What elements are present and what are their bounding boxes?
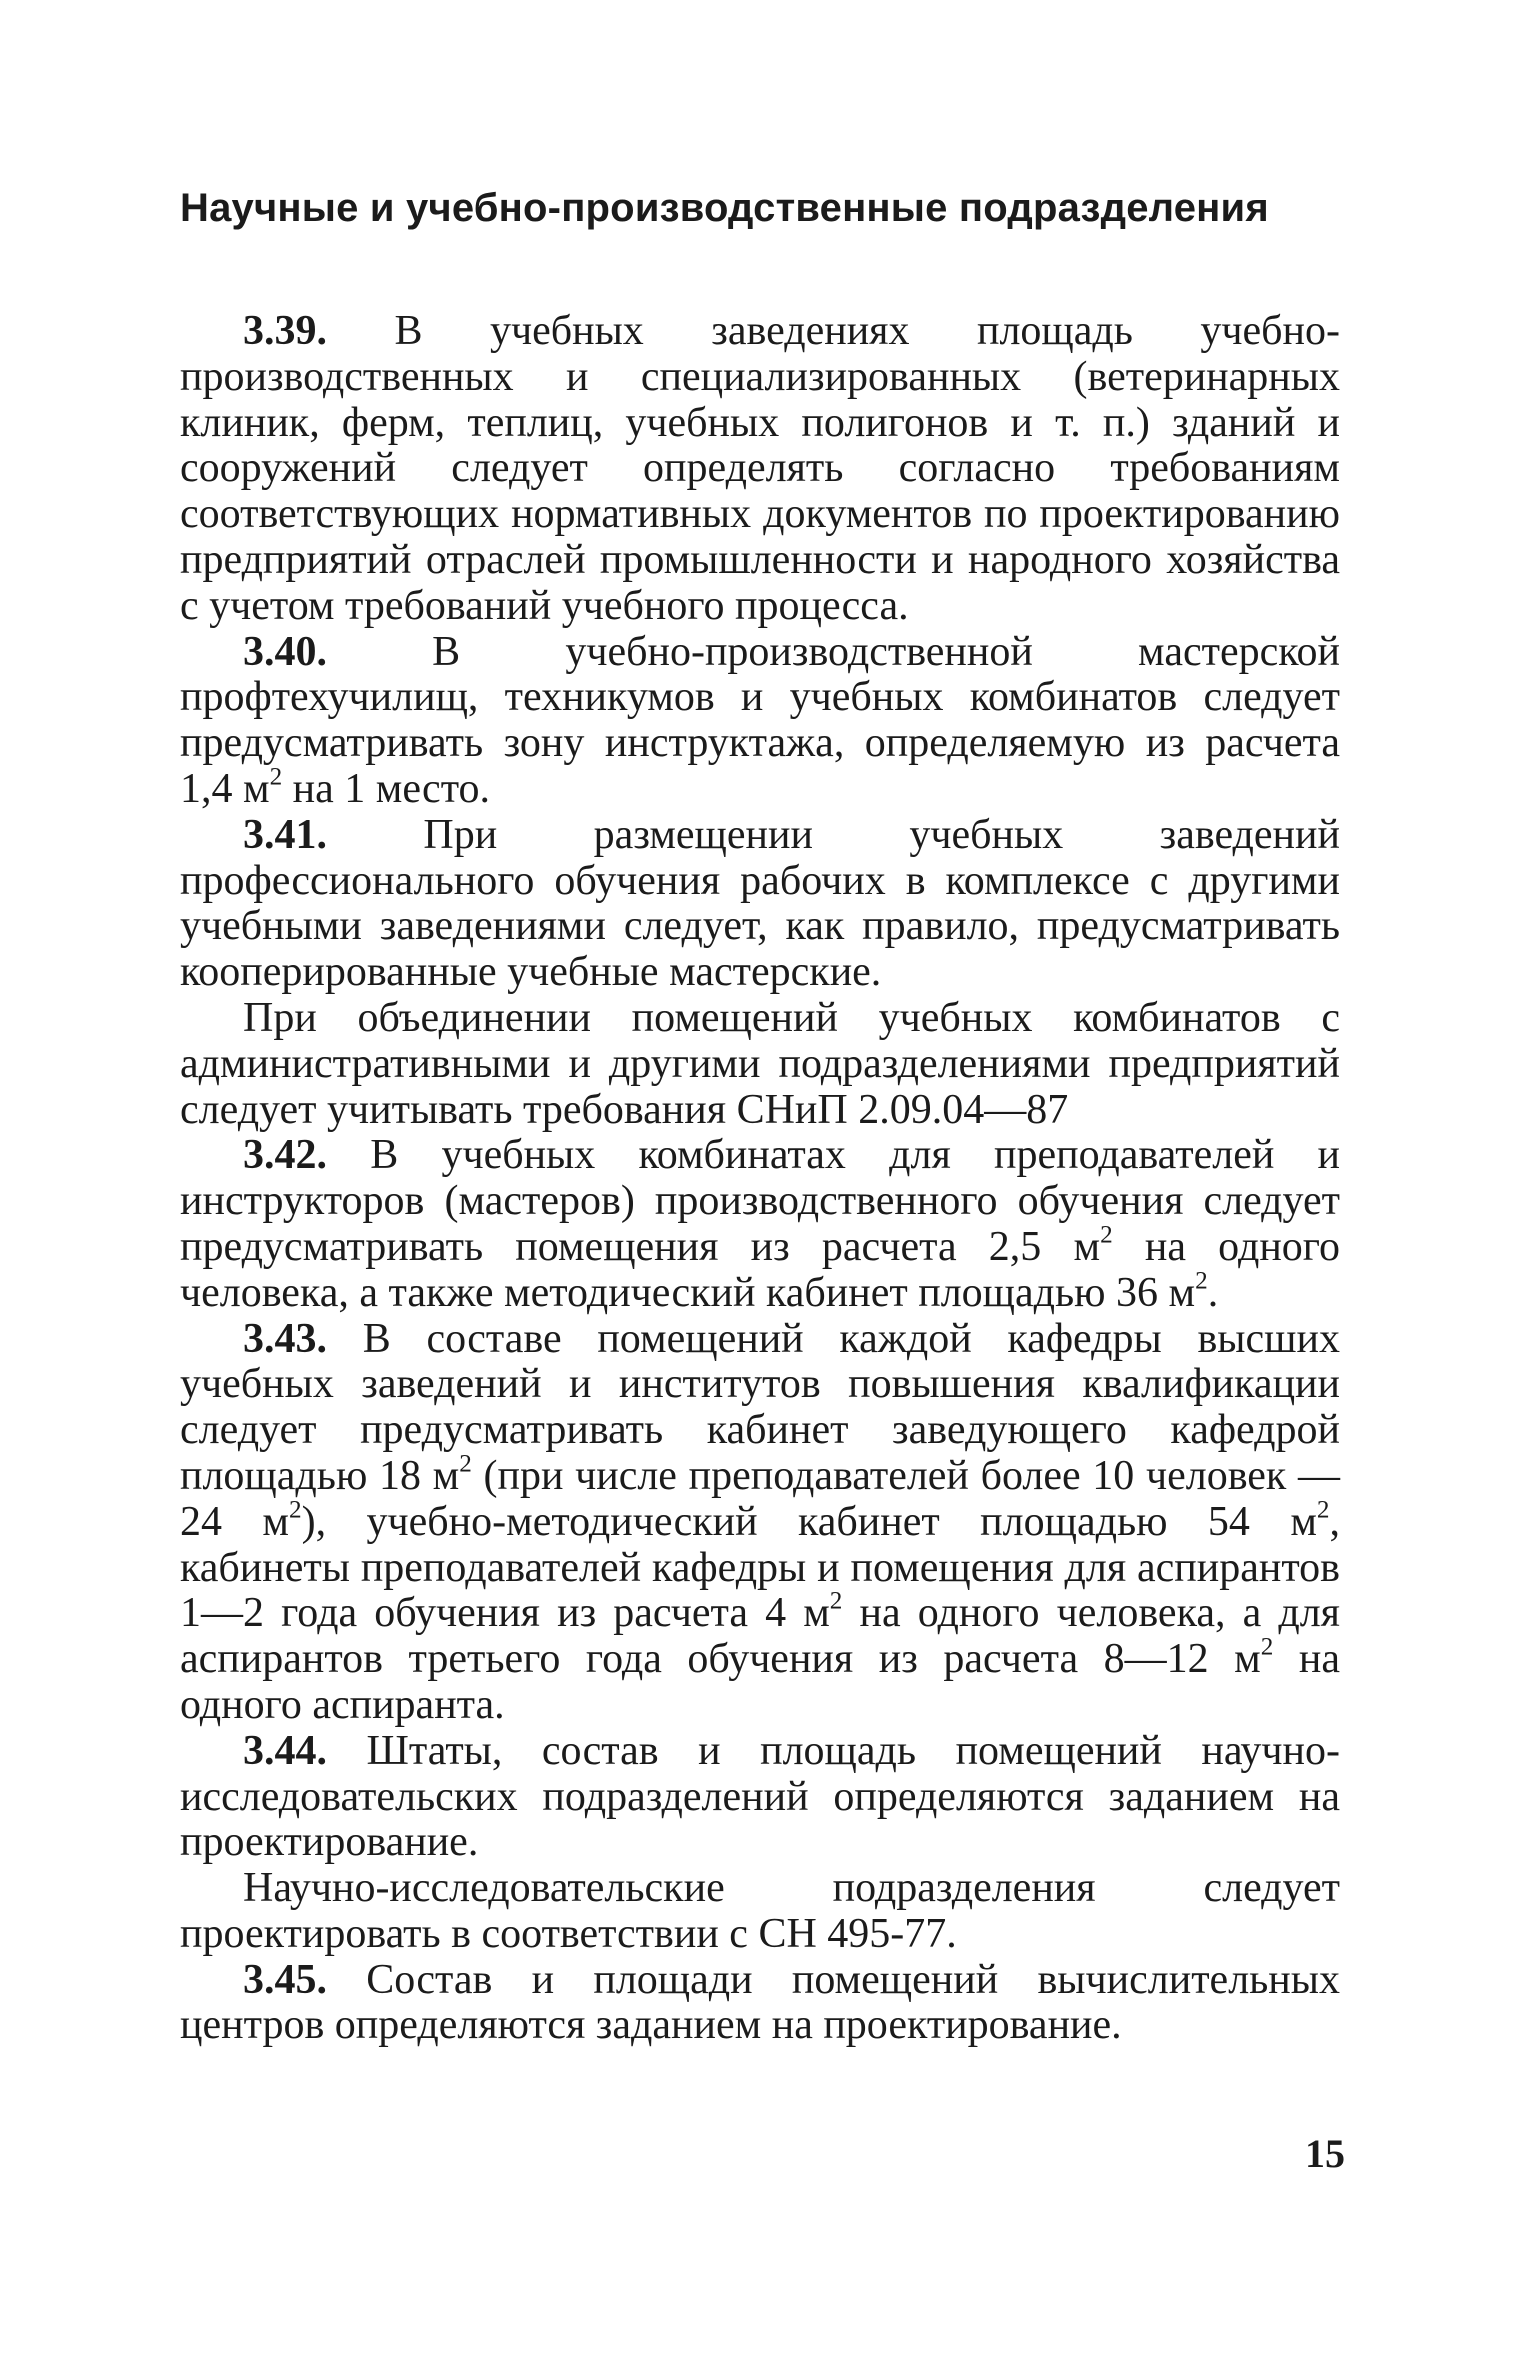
superscript: 2 (1260, 1633, 1274, 1661)
paragraph-text: на 1 место. (282, 765, 490, 812)
page-number: 15 (1305, 2131, 1345, 2176)
clause-number: 3.44. (243, 1727, 327, 1774)
paragraph-text: . (1207, 1269, 1219, 1316)
paragraph-3-44-continued (180, 1866, 1340, 1958)
paragraph-3-41-continued (180, 996, 1340, 1133)
paragraph-text: Научно-исследовательские подразделения следует проектировать в соответствии с СН 495-77. (180, 1865, 1340, 1957)
paragraph-3-40 (180, 630, 1340, 813)
paragraph-text: При размещении учебных заведений профессионального обучения рабочих в комплексе с другими учебными заведениями следует, как правило, предусматривать кооперированные учебные мастерские. (180, 811, 1340, 996)
paragraph-text: При объединении помещений учебных комбинатов с административными и другими подразделениями предприятий следует учитывать требования СНиП 2.09.04—87 (180, 994, 1340, 1133)
clause-number: 3.45. (243, 1956, 327, 2003)
paragraph-text: (при числе преподавателей более 10 человек — 24 м (180, 1452, 1340, 1545)
superscript: 2 (1316, 1496, 1330, 1524)
clause-number: 3.41. (243, 811, 327, 858)
superscript: 2 (289, 1496, 302, 1524)
paragraph-text: , кабинеты преподавателей кафедры и помещения для аспирантов 1—2 года обучения из расчета 4 м (180, 1498, 1341, 1637)
paragraph-3-39 (180, 309, 1340, 630)
paragraph-text: на одного человека, а для аспирантов третьего года обучения из расчета 8—12 м (180, 1590, 1340, 1683)
paragraph-3-45 (180, 1958, 1340, 2050)
paragraph-3-42 (180, 1133, 1340, 1316)
paragraph-3-44 (180, 1729, 1340, 1866)
paragraph-text: Штаты, состав и площадь помещений научно-исследовательских подразделений определяются заданием на проектирование. (180, 1727, 1340, 1866)
paragraph-text: В учебных заведениях площадь учебно-производственных и специализированных (ветеринарных клиник, ферм, теплиц, учебных полигонов и т. п.) зданий и сооружений следует определять согласно требованиям соответствующих нормативных документов по проектированию предприятий отраслей промышленности и народного хозяйства с учетом требований учебного процесса. (180, 308, 1340, 629)
paragraph-3-41 (180, 813, 1340, 996)
clause-number: 3.40. (243, 628, 327, 675)
paragraph-text: на одного аспиранта. (180, 1636, 1340, 1728)
superscript: 2 (459, 1450, 472, 1478)
paragraph-text: на одного человека, а также методический кабинет площадью 36 м (180, 1223, 1340, 1316)
paragraph-text: ), учебно-методический кабинет площадью 54 м (301, 1498, 1317, 1545)
paragraph-text: В учебно-производственной мастерской профтехучилищ, техникумов и учебных комбинатов следует предусматривать зону инструктажа, определяемую из расчета 1,4 м (180, 628, 1340, 812)
paragraph-3-43 (180, 1317, 1340, 1729)
superscript: 2 (269, 763, 283, 791)
clause-number: 3.39. (243, 308, 327, 354)
paragraph-text: В учебных комбинатах для преподавателей и инструкторов (мастеров) производственного обучения следует предусматривать помещения из расчета 2,5 м (180, 1132, 1340, 1270)
clause-number: 3.42. (243, 1132, 327, 1179)
section-heading: Научные и учебно-производственные подразделения (180, 186, 1269, 230)
superscript: 2 (1100, 1221, 1113, 1249)
paragraph-text: В составе помещений каждой кафедры высших учебных заведений и институтов повышения квалификации следует предусматривать кабинет заведующего кафедрой площадью 18 м (180, 1315, 1340, 1499)
document-page (180, 186, 1340, 2049)
superscript: 2 (829, 1587, 843, 1615)
paragraph-text: Состав и площади помещений вычислительных центров определяются заданием на проектирование. (180, 1956, 1340, 2049)
superscript: 2 (1195, 1267, 1208, 1295)
clause-number: 3.43. (243, 1315, 327, 1362)
